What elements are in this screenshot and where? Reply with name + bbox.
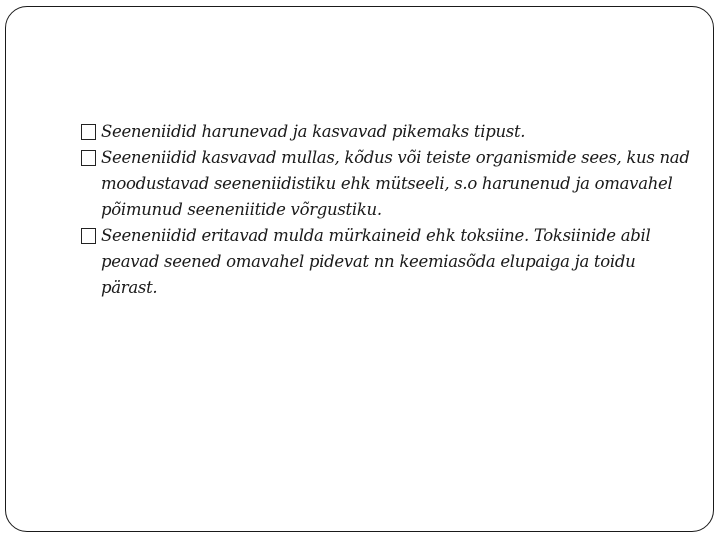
missing-glyph-box-icon <box>81 228 96 244</box>
bullet-item <box>81 145 691 223</box>
bullet-list <box>81 119 691 301</box>
missing-glyph-box-icon <box>81 150 96 166</box>
bullet-item <box>81 119 691 145</box>
bullet-text: Seeneniidid kasvavad mullas, kõdus või teiste organismide sees, kus nad moodustavad seeneniidistiku ehk mütseeli, s.o harunenud ja omavahel põimunud seeneniitide võrgustiku. <box>101 148 690 219</box>
bullet-text: Seeneniidid eritavad mulda mürkaineid ehk toksiine. Toksiinide abil peavad seened omavahel pidevat nn keemiasõda elupaiga ja toidu pärast. <box>101 226 651 297</box>
bullet-item <box>81 223 691 301</box>
missing-glyph-box-icon <box>81 124 96 140</box>
bullet-text: Seeneniidid harunevad ja kasvavad pikemaks tipust. <box>101 122 526 141</box>
